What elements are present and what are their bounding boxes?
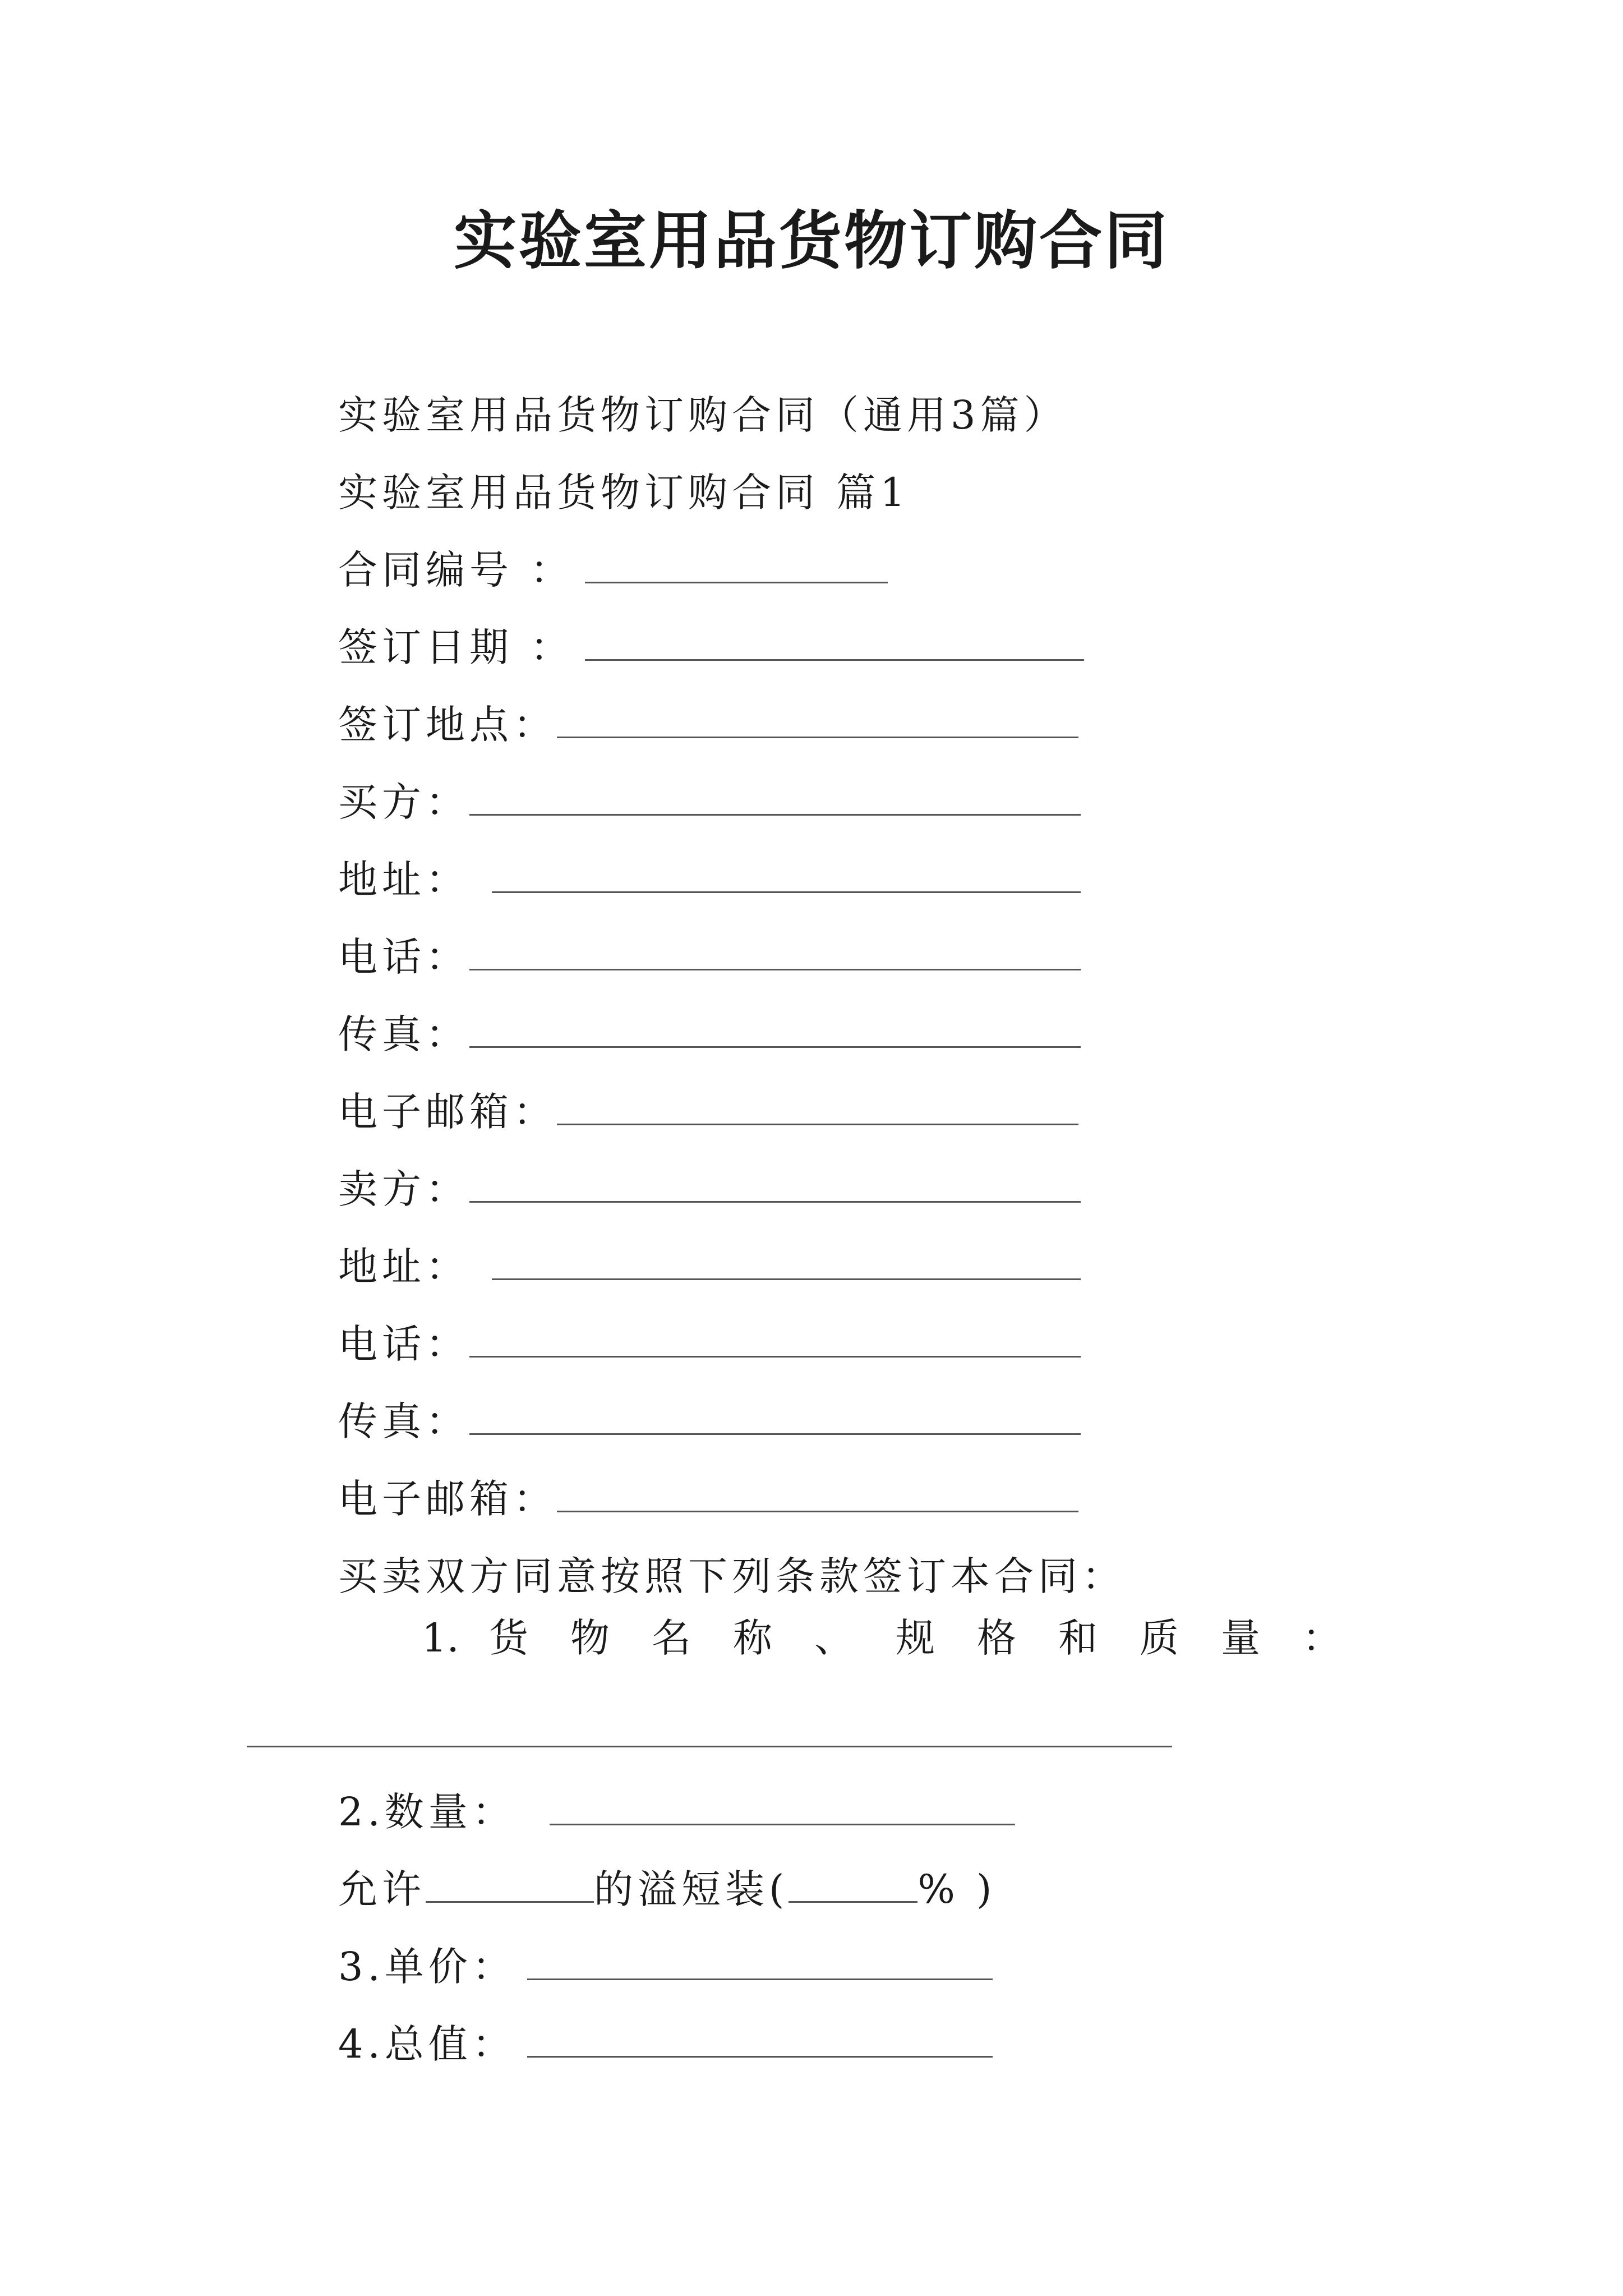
- field-seller-phone: 电话：: [338, 1316, 1081, 1372]
- clause-allowance: 允许 的溢短装( % ): [338, 1861, 996, 1917]
- clause-1-heading: 1. 货 物 名 称 、 规 格 和 质 量 ：: [422, 1615, 1341, 1661]
- seller-address-blank[interactable]: [492, 1239, 1081, 1280]
- field-seller-address: 地址：: [338, 1239, 1081, 1295]
- sign-date-blank[interactable]: [585, 620, 1084, 661]
- seller-blank[interactable]: [469, 1162, 1081, 1203]
- field-seller: 卖方：: [338, 1161, 1081, 1217]
- field-buyer-address: 地址：: [338, 852, 1081, 908]
- field-contract-number: 合同编号 ：: [338, 542, 888, 598]
- contract-number-blank[interactable]: [585, 542, 888, 583]
- clause-4-total-value: 4.总值：: [338, 2016, 993, 2072]
- document-subtitle: 实验室用品货物订购合同（通用3篇）: [338, 392, 1068, 438]
- buyer-email-blank[interactable]: [557, 1084, 1078, 1125]
- quantity-blank[interactable]: [550, 1784, 1015, 1825]
- sign-place-blank[interactable]: [557, 697, 1078, 738]
- document-title: 实验室用品货物订购合同: [454, 204, 1169, 278]
- clause-1-blank[interactable]: [247, 1746, 1172, 1747]
- field-buyer: 买方：: [338, 774, 1081, 830]
- allowance-blank[interactable]: [426, 1862, 594, 1903]
- field-buyer-email: 电子邮箱：: [338, 1084, 1078, 1140]
- buyer-blank[interactable]: [469, 775, 1081, 816]
- seller-fax-blank[interactable]: [469, 1394, 1081, 1435]
- seller-phone-blank[interactable]: [469, 1317, 1081, 1358]
- buyer-address-blank[interactable]: [492, 852, 1081, 893]
- agreement-text: 买卖双方同意按照下列条款签订本合同：: [338, 1553, 1126, 1599]
- field-buyer-fax: 传真：: [338, 1006, 1081, 1062]
- field-seller-fax: 传真：: [338, 1393, 1081, 1450]
- unit-price-blank[interactable]: [527, 1939, 993, 1980]
- field-seller-email: 电子邮箱：: [338, 1471, 1078, 1527]
- field-sign-date: 签订日期 ：: [338, 619, 1084, 675]
- allowance-percent-blank[interactable]: [789, 1862, 917, 1903]
- field-sign-place: 签订地点：: [338, 697, 1078, 753]
- field-buyer-phone: 电话：: [338, 929, 1081, 985]
- clause-3-unit-price: 3.单价：: [338, 1939, 993, 1995]
- buyer-fax-blank[interactable]: [469, 1007, 1081, 1048]
- seller-email-blank[interactable]: [557, 1471, 1078, 1512]
- buyer-phone-blank[interactable]: [469, 930, 1081, 970]
- section-heading: 实验室用品货物订购合同 篇1: [338, 470, 910, 516]
- clause-2-quantity: 2.数量：: [338, 1784, 1015, 1840]
- total-value-blank[interactable]: [527, 2017, 993, 2058]
